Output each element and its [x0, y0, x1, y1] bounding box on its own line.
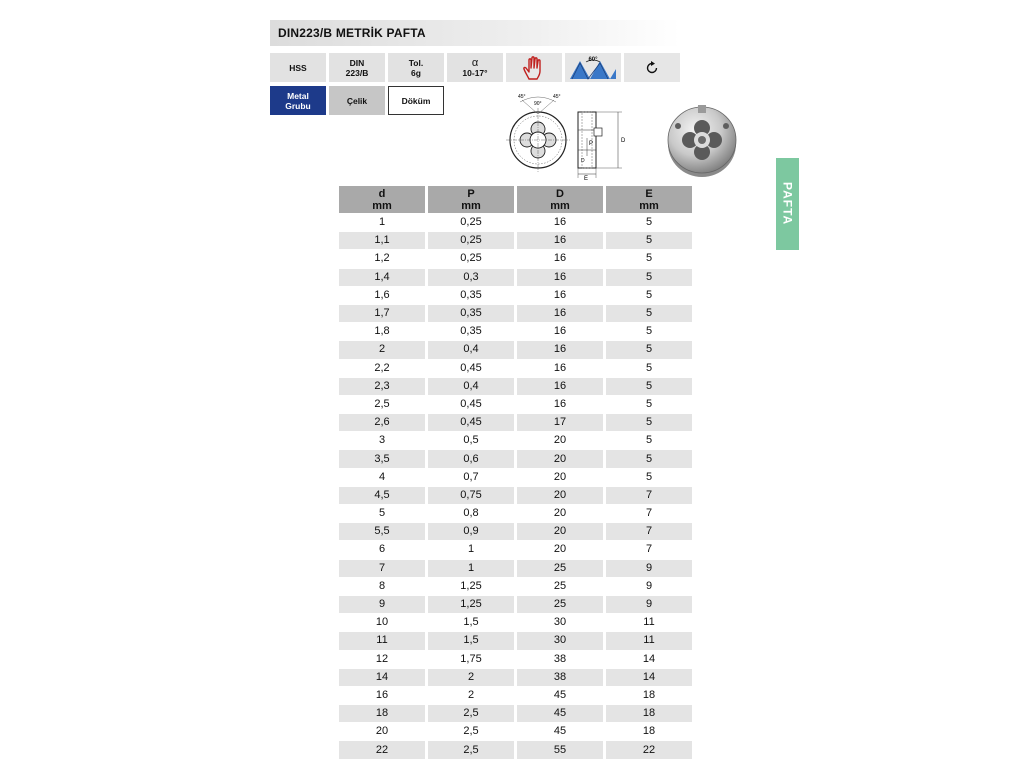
table-cell: 14	[606, 651, 692, 668]
table-cell: 4,5	[339, 487, 425, 504]
table-cell: 3	[339, 432, 425, 449]
rotation-badge	[624, 53, 680, 82]
table-cell: 20	[517, 450, 603, 467]
table-cell: 20	[517, 523, 603, 540]
header-big-d-name: D	[556, 187, 564, 200]
table-row	[339, 450, 692, 467]
table-cell: 2	[428, 669, 514, 686]
table-cell: 5	[606, 323, 692, 340]
table-cell: 5	[606, 469, 692, 486]
rotation-icon	[644, 60, 660, 76]
table-cell: 3,5	[339, 450, 425, 467]
table-cell: 22	[606, 741, 692, 758]
die-technical-drawing	[498, 90, 648, 180]
table-cell: 1,75	[428, 651, 514, 668]
table-cell: 5	[606, 305, 692, 322]
table-row	[339, 741, 692, 758]
table-cell: 16	[339, 687, 425, 704]
standard-label-line1: DIN	[349, 57, 365, 68]
side-tab-label: PAFTA	[780, 182, 795, 226]
table-cell: 12	[339, 651, 425, 668]
table-cell: 5	[339, 505, 425, 522]
angle-right-label: 45°	[553, 94, 561, 100]
table-row	[339, 560, 692, 577]
table-row	[339, 341, 692, 358]
table-cell: 0,4	[428, 378, 514, 395]
table-cell: 16	[517, 214, 603, 231]
table-cell: 5	[606, 378, 692, 395]
table-cell: 1,25	[428, 596, 514, 613]
table-cell: 0,9	[428, 523, 514, 540]
table-row	[339, 469, 692, 486]
table-cell: 0,7	[428, 469, 514, 486]
table-cell: 0,25	[428, 214, 514, 231]
table-cell: 2,2	[339, 360, 425, 377]
table-cell: 20	[517, 469, 603, 486]
table-cell: 30	[517, 614, 603, 631]
e-label: E	[584, 176, 589, 180]
header-p-name: P	[467, 187, 475, 200]
table-cell: 1,5	[428, 632, 514, 649]
table-cell: 1,2	[339, 250, 425, 267]
p-label: P	[589, 141, 594, 147]
table-cell: 0,3	[428, 269, 514, 286]
header-d-name: d	[378, 187, 386, 200]
angle-value: 10-17°	[462, 67, 488, 78]
table-cell: 22	[339, 741, 425, 758]
table-row	[339, 596, 692, 613]
table-cell: 1,4	[339, 269, 425, 286]
angle-center-label: 90°	[534, 101, 542, 107]
table-cell: 1,7	[339, 305, 425, 322]
table-cell: 2,5	[428, 741, 514, 758]
table-cell: 45	[517, 687, 603, 704]
group-celik: Çelik	[329, 86, 385, 115]
table-row	[339, 541, 692, 558]
table-body	[339, 214, 692, 759]
table-cell: 30	[517, 632, 603, 649]
hand-badge	[506, 53, 562, 82]
table-row	[339, 360, 692, 377]
metal-group-line1: Metal	[287, 90, 309, 101]
table-cell: 2,3	[339, 378, 425, 395]
header-big-d-unit: mm	[550, 199, 570, 212]
table-row	[339, 723, 692, 740]
table-cell: 5	[606, 450, 692, 467]
table-row	[339, 414, 692, 431]
table-row	[339, 487, 692, 504]
metal-group-label	[270, 86, 326, 115]
metal-group-line2: Grubu	[285, 100, 311, 111]
table-cell: 0,45	[428, 414, 514, 431]
angle-badge	[447, 53, 503, 82]
table-row	[339, 232, 692, 249]
table-cell: 5	[606, 250, 692, 267]
header-e-unit: mm	[639, 199, 659, 212]
standard-label-line2: 223/B	[345, 67, 369, 78]
tolerance-label-line1: Tol.	[408, 57, 424, 68]
angle-left-label: 45°	[518, 94, 526, 100]
table-cell: 55	[517, 741, 603, 758]
table-cell: 20	[517, 505, 603, 522]
table-cell: 0,25	[428, 250, 514, 267]
table-row	[339, 505, 692, 522]
table-cell: 20	[517, 487, 603, 504]
table-row	[339, 378, 692, 395]
table-cell: 5,5	[339, 523, 425, 540]
table-cell: 0,35	[428, 323, 514, 340]
table-cell: 2,5	[428, 705, 514, 722]
table-cell: 5	[606, 287, 692, 304]
table-cell: 7	[606, 523, 692, 540]
table-cell: 4	[339, 469, 425, 486]
table-cell: 9	[606, 560, 692, 577]
table-cell: 2	[339, 341, 425, 358]
table-cell: 16	[517, 360, 603, 377]
table-cell: 14	[606, 669, 692, 686]
table-cell: 18	[606, 687, 692, 704]
table-row	[339, 269, 692, 286]
table-cell: 1	[428, 560, 514, 577]
table-cell: 5	[606, 360, 692, 377]
table-cell: 0,45	[428, 360, 514, 377]
table-cell: 11	[339, 632, 425, 649]
table-cell: 25	[517, 596, 603, 613]
table-row	[339, 669, 692, 686]
header-p-unit: mm	[461, 199, 481, 212]
table-cell: 1,8	[339, 323, 425, 340]
table-cell: 9	[606, 578, 692, 595]
standard-badge	[329, 53, 385, 82]
table-cell: 20	[517, 432, 603, 449]
tolerance-badge	[388, 53, 444, 82]
table-cell: 7	[606, 505, 692, 522]
header-e	[606, 186, 692, 213]
table-row	[339, 632, 692, 649]
table-cell: 0,8	[428, 505, 514, 522]
table-cell: 11	[606, 614, 692, 631]
table-cell: 1,5	[428, 614, 514, 631]
table-cell: 1	[428, 541, 514, 558]
size-table	[336, 185, 695, 760]
table-cell: 14	[339, 669, 425, 686]
table-cell: 5	[606, 432, 692, 449]
table-cell: 2,5	[339, 396, 425, 413]
header-d	[339, 186, 425, 213]
table-cell: 5	[606, 341, 692, 358]
table-cell: 5	[606, 214, 692, 231]
table-cell: 1,1	[339, 232, 425, 249]
angle-symbol: α	[471, 56, 479, 69]
table-cell: 38	[517, 669, 603, 686]
table-cell: 16	[517, 396, 603, 413]
table-row	[339, 578, 692, 595]
hand-icon	[521, 55, 547, 81]
table-cell: 0,4	[428, 341, 514, 358]
table-cell: 0,25	[428, 232, 514, 249]
table-cell: 5	[606, 396, 692, 413]
table-cell: 8	[339, 578, 425, 595]
table-cell: 7	[606, 541, 692, 558]
thread-profile-icon	[568, 55, 618, 81]
table-cell: 6	[339, 541, 425, 558]
table-cell: 16	[517, 305, 603, 322]
material-badge	[270, 53, 326, 82]
die-product-photo	[662, 100, 742, 180]
table-cell: 16	[517, 287, 603, 304]
table-cell: 10	[339, 614, 425, 631]
table-cell: 25	[517, 578, 603, 595]
front-view	[506, 94, 570, 172]
table-cell: 7	[606, 487, 692, 504]
table-cell: 17	[517, 414, 603, 431]
side-view	[578, 112, 626, 180]
d-lower-label: D	[581, 158, 585, 164]
table-cell: 2	[428, 687, 514, 704]
table-cell: 0,5	[428, 432, 514, 449]
metal-group-row	[270, 86, 444, 115]
side-category-tab[interactable]	[776, 158, 799, 250]
table-row	[339, 287, 692, 304]
header-big-d	[517, 186, 603, 213]
table-cell: 9	[339, 596, 425, 613]
table-row	[339, 214, 692, 231]
table-cell: 2,6	[339, 414, 425, 431]
table-cell: 0,35	[428, 305, 514, 322]
table-cell: 0,35	[428, 287, 514, 304]
table-row	[339, 305, 692, 322]
table-row	[339, 250, 692, 267]
table-cell: 16	[517, 250, 603, 267]
table-cell: 1,25	[428, 578, 514, 595]
header-p	[428, 186, 514, 213]
group-dokum: Döküm	[388, 86, 444, 115]
header-d-unit: mm	[372, 199, 392, 212]
table-cell: 11	[606, 632, 692, 649]
table-cell: 45	[517, 723, 603, 740]
table-row	[339, 323, 692, 340]
table-row	[339, 687, 692, 704]
page-title: DIN223/B METRİK PAFTA	[270, 20, 680, 46]
table-row	[339, 432, 692, 449]
table-cell: 5	[606, 232, 692, 249]
table-row	[339, 651, 692, 668]
table-cell: 25	[517, 560, 603, 577]
table-cell: 9	[606, 596, 692, 613]
thread-angle-label: 60°	[588, 56, 598, 63]
material-label: HSS	[289, 62, 307, 73]
table-cell: 18	[339, 705, 425, 722]
table-cell: 5	[606, 269, 692, 286]
table-cell: 1,6	[339, 287, 425, 304]
table-cell: 2,5	[428, 723, 514, 740]
table-cell: 1	[339, 214, 425, 231]
table-row	[339, 705, 692, 722]
table-cell: 20	[517, 541, 603, 558]
tolerance-label-line2: 6g	[411, 67, 421, 78]
table-row	[339, 523, 692, 540]
table-cell: 16	[517, 323, 603, 340]
table-cell: 0,45	[428, 396, 514, 413]
table-cell: 16	[517, 341, 603, 358]
table-cell: 16	[517, 269, 603, 286]
table-cell: 7	[339, 560, 425, 577]
table-cell: 38	[517, 651, 603, 668]
table-cell: 0,6	[428, 450, 514, 467]
header-e-name: E	[645, 187, 653, 200]
table-cell: 18	[606, 705, 692, 722]
table-cell: 18	[606, 723, 692, 740]
table-cell: 5	[606, 414, 692, 431]
table-row	[339, 614, 692, 631]
table-cell: 16	[517, 232, 603, 249]
table-header-row	[339, 186, 692, 213]
thread-profile-badge	[565, 53, 621, 82]
spec-row	[270, 53, 680, 82]
table-row	[339, 396, 692, 413]
d-upper-label: D	[621, 138, 626, 144]
table-cell: 20	[339, 723, 425, 740]
table-cell: 0,75	[428, 487, 514, 504]
table-cell: 45	[517, 705, 603, 722]
table-cell: 16	[517, 378, 603, 395]
